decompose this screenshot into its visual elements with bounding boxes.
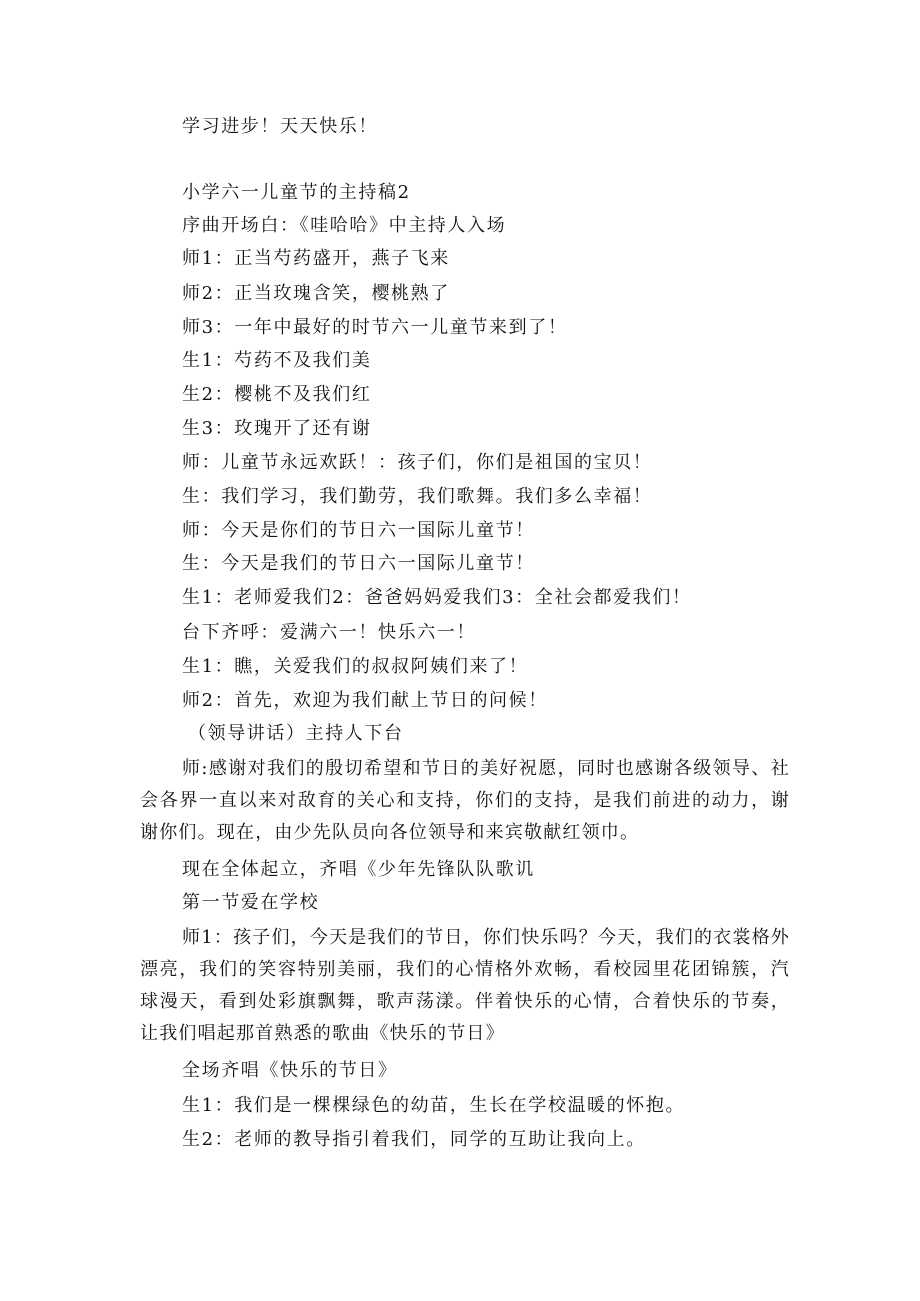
closing-line: 生1：我们是一棵棵绿色的幼苗，生长在学校温暖的怀抱。 <box>182 1095 686 1116</box>
script-line: 生2：樱桃不及我们红 <box>182 384 372 405</box>
script-line: 师2：首先，欢迎为我们献上节日的问候！ <box>182 690 548 711</box>
script-line: 生1：瞧，关爱我们的叔叔阿姨们来了！ <box>182 656 529 677</box>
closing-line: 全场齐唱《快乐的节日》 <box>182 1060 398 1081</box>
script-line: 生1：老师爱我们2：爸爸妈妈爱我们3：全社会都爱我们！ <box>182 587 692 608</box>
script-line: 师：今天是你们的节日六一国际儿童节！ <box>182 520 535 541</box>
script-line: 师：儿童节永远欢跃！：孩子们，你们是祖国的宝贝！ <box>182 452 653 473</box>
anthem-line: 现在全体起立，齐唱《少年先锋队队歌讥 <box>182 859 535 880</box>
opening-line: 学习进步！天天快乐！ <box>182 116 378 137</box>
stage-direction: （领导讲话）主持人下台 <box>188 723 404 744</box>
script-line: 师1：正当芍药盛开，燕子飞来 <box>182 248 450 269</box>
script-line: 生：我们学习，我们勤劳，我们歌舞。我们多么幸福！ <box>182 486 653 507</box>
teacher-paragraph: 师1：孩子们，今天是我们的节日，你们快乐吗？今天，我们的衣裳格外漂亮，我们的笑容特别美丽，我们的心情格外欢畅，看校园里花团锦簇，汽球漫天，看到处彩旗飘舞，歌声荡漾。伴着快乐的心情，合着快乐的节奏，让我们唱起那首熟悉的歌曲《快乐的节日》 <box>140 927 790 1044</box>
script-line: 生3：玫瑰开了还有谢 <box>182 418 372 439</box>
script-line: 生1：芍药不及我们美 <box>182 350 372 371</box>
closing-line: 生2：老师的教导指引着我们，同学的互助让我向上。 <box>182 1129 646 1150</box>
script-line: 生：今天是我们的节日六一国际儿童节！ <box>182 553 535 574</box>
section-heading: 第一节爱在学校 <box>182 892 320 913</box>
script-line: 序曲开场白：《哇哈哈》中主持人入场 <box>182 215 507 236</box>
document-title: 小学六一儿童节的主持稿2 <box>182 182 411 203</box>
script-line: 师3：一年中最好的时节六一儿童节来到了！ <box>182 317 568 338</box>
script-line: 台下齐呼：爱满六一！快乐六一！ <box>182 622 476 643</box>
script-line: 师2：正当玫瑰含笑，樱桃熟了 <box>182 283 450 304</box>
thanks-paragraph: 师:感谢对我们的殷切希望和节日的美好祝愿，同时也感谢各级领导、社会各界一直以来对敌育的关心和支持，你们的支持，是我们前进的动力，谢谢你们。现在，由少先队员向各位领导和来宾敬献红领巾。 <box>140 758 790 843</box>
